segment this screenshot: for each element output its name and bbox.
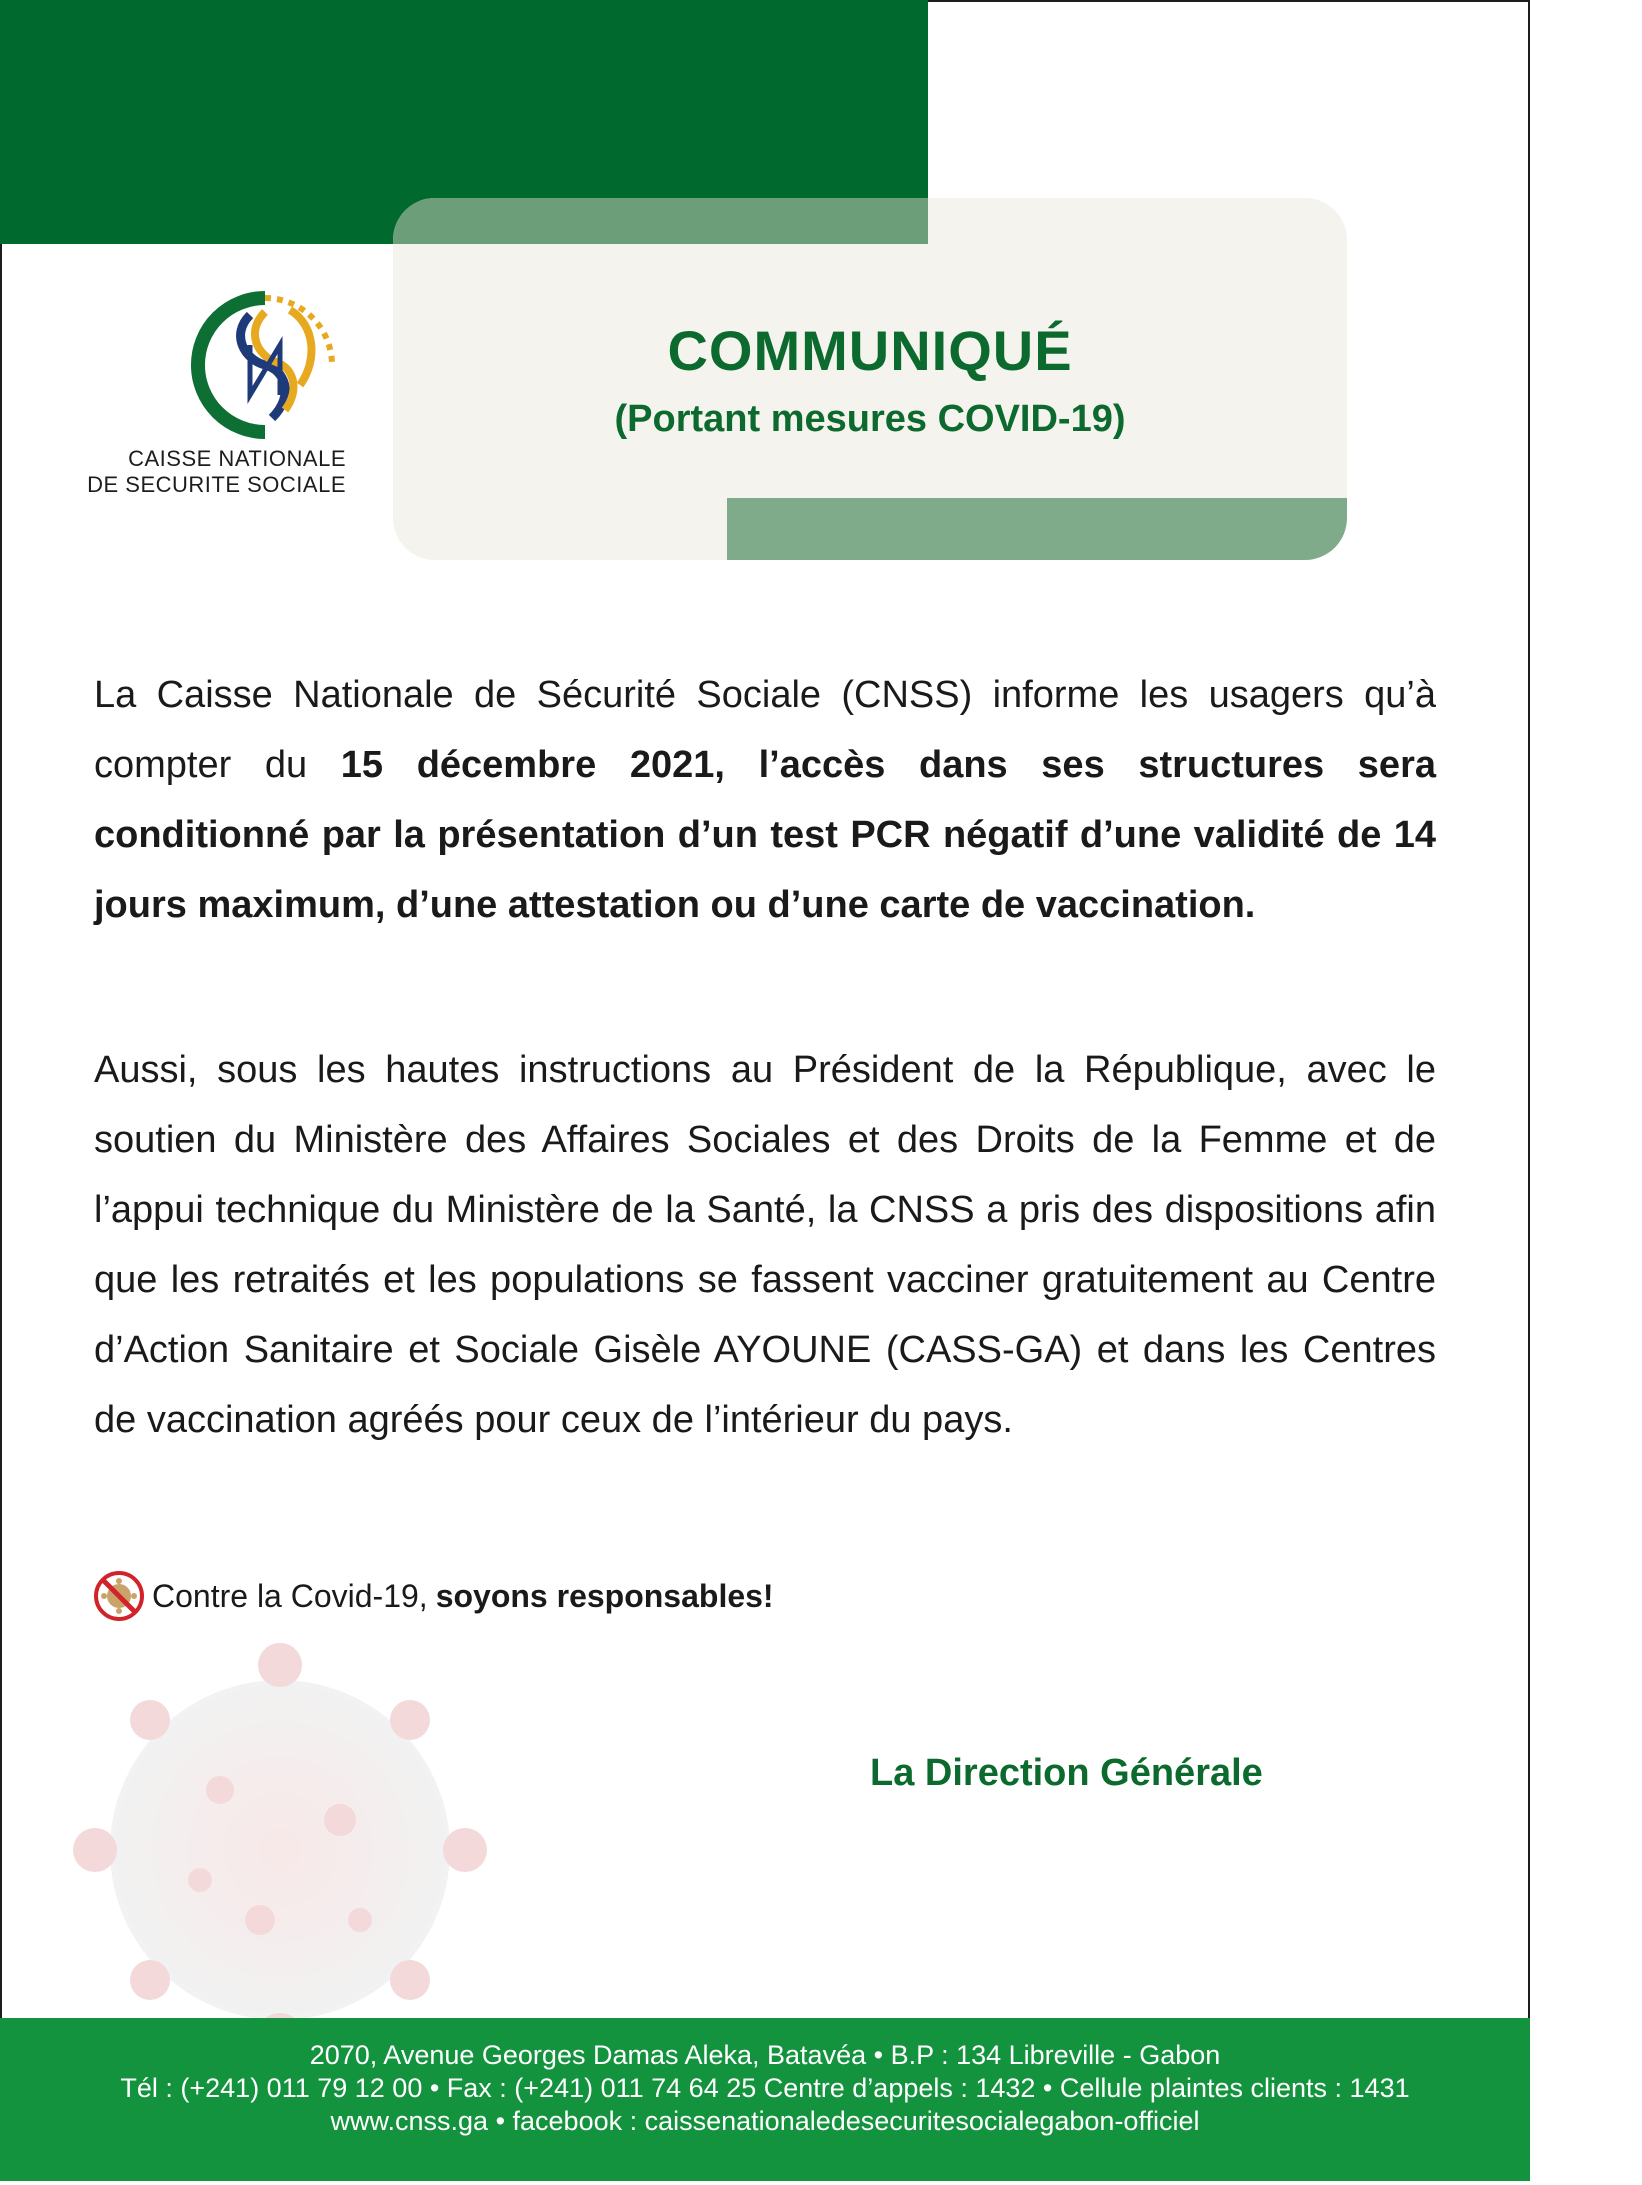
footer-contacts: Tél : (+241) 011 79 12 00 • Fax : (+241) 011 74 64 25 Centre d’appels : 1432 • Cellule plaintes clients : 1431 bbox=[120, 2073, 1410, 2103]
paragraph-1-intro: La Caisse Nationale de Sécurité Sociale (CNSS) informe les usagers qu’à compter du bbox=[94, 674, 1436, 786]
footer bbox=[0, 2018, 1530, 2181]
no-covid-icon bbox=[94, 1571, 144, 1621]
card-bottom-shade bbox=[727, 498, 1347, 560]
footer-web: www.cnss.ga • facebook : caissenationaledesecuritesocialegabon-officiel bbox=[330, 2106, 1200, 2136]
cnss-emblem-icon bbox=[190, 290, 340, 440]
page-title: COMMUNIQUÉ bbox=[667, 319, 1073, 382]
slogan-text: Contre la Covid-19, bbox=[152, 1577, 428, 1614]
paragraph-1-bold: 15 décembre 2021, l’accès dans ses structures sera conditionné par la présentation d’un test PCR négatif d’une validité de 14 jours maximum, d’une attestation ou d’une carte de vaccination. bbox=[94, 744, 1436, 926]
virus-watermark-icon bbox=[20, 1620, 540, 2070]
footer-address: 2070, Avenue Georges Damas Aleka, Batavéa • B.P : 134 Libreville - Gabon bbox=[309, 2040, 1221, 2070]
logo-text-line2: DE SECURITE SOCIALE bbox=[87, 472, 346, 497]
cnss-logo bbox=[80, 290, 360, 505]
paragraph-2: Aussi, sous les hautes instructions au Président de la République, avec le soutien du Ministère des Affaires Sociales et des Droits de la Femme et de l’appui technique du Ministère de la Santé, la CNSS a pris des dispositions afin que les retraités et les populations se fassent vacciner gratuitement au Centre d’Action Sanitaire et Sociale Gisèle AYOUNE (CASS-GA) et dans les Centres de vaccination agréés pour ceux de l’intérieur du pays. bbox=[94, 1049, 1436, 1441]
signature: La Direction Générale bbox=[870, 1752, 1263, 1794]
page-subtitle: (Portant mesures COVID-19) bbox=[614, 398, 1126, 440]
card-top-shade bbox=[393, 198, 928, 244]
slogan-bold: soyons responsables! bbox=[435, 1577, 774, 1614]
title-card bbox=[393, 198, 1347, 560]
logo-text-line1: CAISSE NATIONALE bbox=[128, 446, 346, 471]
paragraph-1 bbox=[94, 660, 1436, 940]
slogan bbox=[94, 1568, 774, 1624]
